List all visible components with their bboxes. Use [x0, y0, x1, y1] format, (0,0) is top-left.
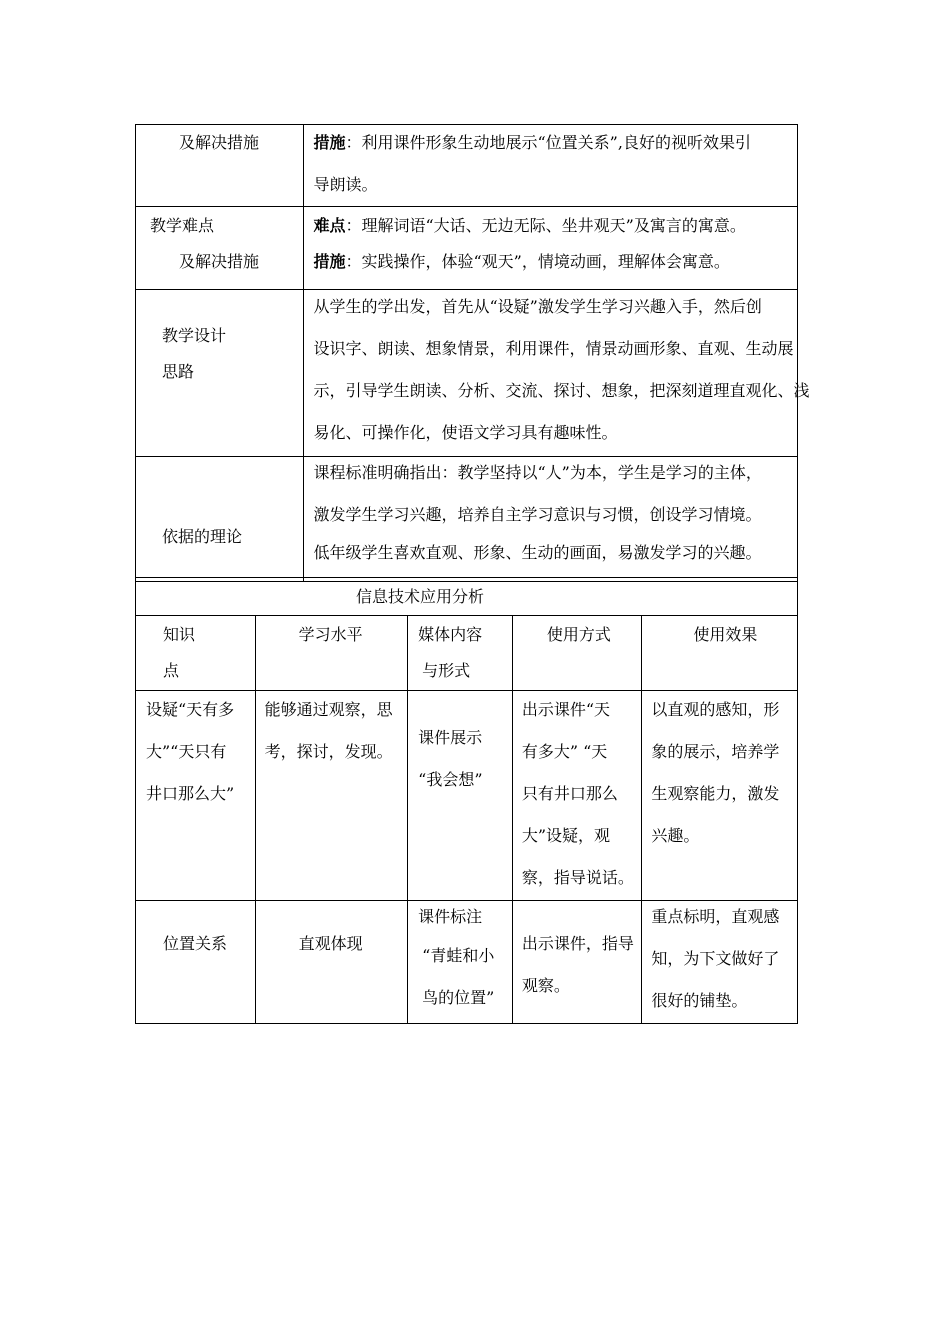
bold-term: 措施: [313, 133, 346, 152]
table-cell: 出示课件“天 有多大” “天 只有井口那么 大”设疑，观 察，指导说话。: [512, 691, 642, 901]
info-tech-table: [135, 615, 798, 1024]
row-label-cell: [136, 457, 304, 582]
content-line: 低年级学生喜欢直观、形象、生动的画面，易激发学习的兴趣。: [313, 543, 762, 562]
content-line: 措施：实践操作，体验“观天”，情境动画，理解体会寓意。: [313, 252, 730, 271]
column-header: 知识 点: [136, 616, 256, 691]
row-label: 及解决措施: [179, 252, 260, 271]
table-row: [136, 207, 798, 290]
content-line: 难点：理解词语“大话、无边无际、坐井观天”及寓言的寓意。: [313, 216, 746, 235]
bold-term: 难点: [313, 216, 346, 235]
row-content-cell: [304, 457, 798, 582]
row-label: 思路: [162, 362, 195, 381]
row-label: 教学难点: [150, 216, 215, 235]
row-label: 及解决措施: [179, 133, 260, 152]
section-title: 信息技术应用分析: [356, 587, 485, 606]
content-line: 激发学生学习兴趣，培养自主学习意识与习惯，创设学习情境。: [313, 505, 762, 524]
table-cell: 课件标注 “青蛙和小 鸟的位置”: [408, 901, 513, 1024]
column-header: 学习水平: [255, 616, 408, 691]
row-content-cell: [304, 290, 810, 457]
table-cell: 能够通过观察，思 考，探讨，发现。: [255, 691, 408, 901]
column-header: 使用效果: [642, 616, 798, 691]
table-cell: 课件展示 “我会想”: [408, 691, 513, 901]
table-row: [136, 125, 798, 207]
bold-term: 措施: [313, 252, 346, 271]
table-cell: 以直观的感知，形 象的展示，培养学 生观察能力，激发 兴趣。: [642, 691, 798, 901]
column-header: 使用方式: [512, 616, 642, 691]
table-cell: 设疑“天有多 大”“天只有 井口那么大”: [136, 691, 256, 901]
table-row: [136, 290, 798, 457]
content-line: 导朗读。: [313, 175, 378, 194]
table-cell: 重点标明，直观感 知，为下文做好了 很好的铺垫。: [642, 901, 798, 1024]
table-row: [136, 691, 798, 901]
row-label-cell: [136, 125, 304, 207]
content-line: 从学生的学出发，首先从“设疑”激发学生学习兴趣入手，然后创: [313, 297, 762, 316]
teaching-design-table: [135, 124, 810, 582]
table-cell: 出示课件，指导 观察。: [512, 901, 642, 1024]
content-line: 措施：利用课件形象生动地展示“位置关系”,良好的视听效果引: [313, 133, 751, 152]
row-label: 依据的理论: [162, 527, 243, 546]
row-label: 教学设计: [162, 326, 227, 345]
table-cell: 直观体现: [255, 901, 408, 1024]
table-row: [136, 901, 798, 1024]
content-line: 课程标准明确指出：教学坚持以“人”为本，学生是学习的主体，: [313, 463, 762, 482]
content-line: 示，引导学生朗读、分析、交流、探讨、想象，把深刻道理直观化、浅: [313, 381, 810, 400]
content-line: 设识字、朗读、想象情景，利用课件，情景动画形象、直观、生动展: [313, 339, 794, 358]
header-row: [136, 616, 798, 691]
row-content-cell: [304, 125, 798, 207]
column-header: 媒体内容 与形式: [408, 616, 513, 691]
content-line: 易化、可操作化，使语文学习具有趣味性。: [313, 423, 618, 442]
table-row: [136, 457, 798, 582]
table-cell: 位置关系: [136, 901, 256, 1024]
row-label-cell: [136, 290, 304, 457]
row-label-cell: [136, 207, 304, 290]
info-tech-header: [135, 577, 798, 616]
row-content-cell: [304, 207, 798, 290]
